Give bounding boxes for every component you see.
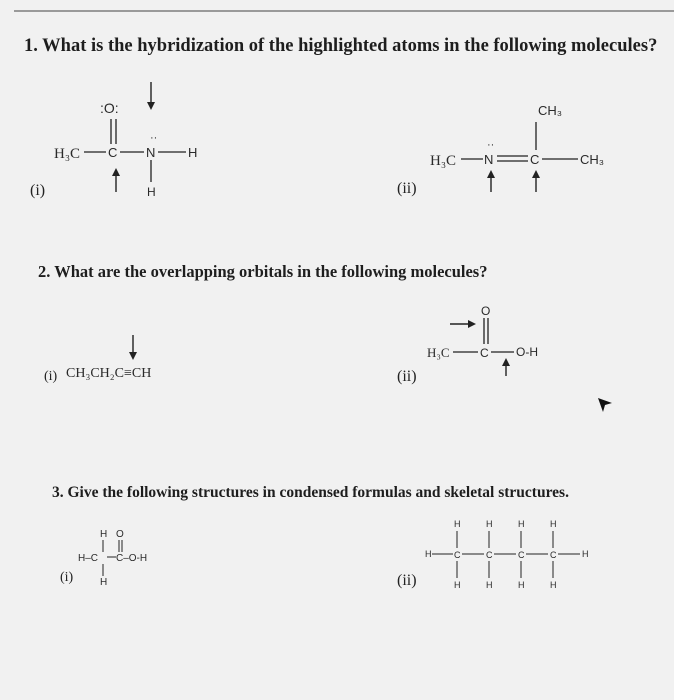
q2-molecule-ii [427, 304, 538, 376]
question-1: 1. What is the hybridization of the highlighted atoms in the following molecules? [24, 36, 658, 56]
q3-molecule-i [78, 529, 147, 588]
q2ii-o: O [481, 304, 491, 318]
q1i-h-right: H [188, 145, 198, 160]
q3i-h-top: H [100, 529, 108, 540]
q3ii-h-bottom-1: H [454, 580, 461, 590]
q2ii-oh: O-H [516, 345, 538, 359]
cursor-icon [598, 398, 612, 412]
q3i-c-oh: C–O-H [116, 553, 148, 564]
q1-label-ii: (ii) [397, 180, 417, 197]
q2ii-c: C [480, 346, 489, 360]
q3ii-h-bottom-4: H [550, 580, 557, 590]
q3i-o-top: O [116, 529, 124, 540]
q1ii-ch3-top: CH₃ [538, 103, 563, 118]
q3ii-c-4: C [550, 550, 557, 560]
q1-label-i: (i) [30, 182, 46, 199]
q1ii-c: C [530, 152, 540, 167]
q3ii-c-3: C [518, 550, 525, 560]
q1-molecule-i [54, 82, 197, 199]
q2-label-ii: (ii) [397, 368, 417, 385]
q1ii-n: N [484, 152, 494, 167]
q3ii-h-top-1: H [454, 519, 461, 529]
q1i-n: N [146, 145, 156, 160]
q2-label-i: (i) [44, 369, 58, 384]
q2-molecule-i [66, 335, 151, 381]
q3ii-h-right: H [582, 549, 589, 559]
q3-molecule-ii [425, 519, 589, 590]
q1ii-n-lonepair: ·· [487, 139, 495, 151]
q1i-o: :O: [100, 100, 119, 116]
q1ii-ch3-right: CH₃ [580, 152, 605, 167]
q3ii-h-top-2: H [486, 519, 493, 529]
question-2: 2. What are the overlapping orbitals in the following molecules? [38, 262, 488, 281]
q3-label-i: (i) [60, 570, 74, 585]
q3ii-h-bottom-3: H [518, 580, 525, 590]
q3ii-c-1: C [454, 550, 461, 560]
q1i-h-bottom: H [147, 185, 156, 199]
q3ii-h-top-4: H [550, 519, 557, 529]
q3ii-c-2: C [486, 550, 493, 560]
q1i-n-lonepair: ·· [150, 132, 158, 144]
q2i-formula: CH₃CH₂C≡CH [66, 366, 152, 381]
q3-label-ii: (ii) [397, 572, 417, 589]
q3ii-h-left: H [425, 549, 432, 559]
q3i-h-c: H–C [78, 553, 99, 564]
q1ii-h3c: H₃C [430, 153, 457, 169]
q1i-c: C [108, 145, 118, 160]
q1-molecule-ii [430, 103, 604, 192]
q3ii-h-bottom-2: H [486, 580, 493, 590]
q2ii-h3c: H₃C [427, 345, 450, 360]
q1i-h3c: H₃C [54, 146, 81, 162]
question-3: 3. Give the following structures in condensed formulas and skeletal structures. [52, 484, 569, 501]
q3ii-h-top-3: H [518, 519, 525, 529]
q3i-h-bottom: H [100, 577, 108, 588]
